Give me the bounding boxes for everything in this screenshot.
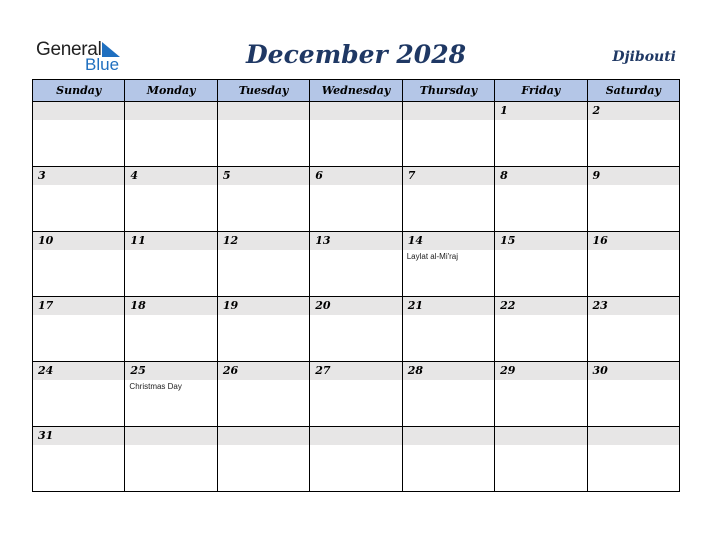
day-number-bar (588, 427, 679, 445)
day-number-bar (33, 297, 124, 315)
day-cell (587, 232, 679, 297)
day-cell (587, 362, 679, 427)
day-number: 20 (315, 299, 331, 312)
day-cell (310, 167, 402, 232)
holiday-label (588, 185, 679, 187)
day-cell (310, 102, 402, 167)
day-cell (33, 297, 125, 362)
day-number-bar (125, 297, 216, 315)
day-cell (33, 167, 125, 232)
holiday-label (310, 315, 401, 317)
week-row (33, 427, 680, 492)
weekday-saturday: Saturday (587, 80, 679, 102)
day-number-bar (310, 362, 401, 380)
day-cell (495, 427, 587, 492)
holiday-label (310, 120, 401, 122)
holiday-label (403, 315, 494, 317)
day-number: 17 (38, 299, 54, 312)
day-number-bar (403, 232, 494, 250)
holiday-label (588, 445, 679, 447)
holiday-label (218, 250, 309, 252)
day-cell (495, 167, 587, 232)
holiday-label (310, 380, 401, 382)
holiday-label (218, 315, 309, 317)
day-cell (402, 362, 494, 427)
week-row (33, 232, 680, 297)
holiday-label (403, 185, 494, 187)
day-number-bar (588, 232, 679, 250)
weekday-header-row (33, 80, 680, 102)
holiday-label (310, 185, 401, 187)
holiday-label (495, 315, 586, 317)
day-cell (587, 427, 679, 492)
holiday-label (403, 445, 494, 447)
day-number-bar (310, 427, 401, 445)
weekday-tuesday: Tuesday (217, 80, 309, 102)
calendar-title: December 2028 (245, 40, 466, 69)
day-number: 22 (500, 299, 516, 312)
day-number: 11 (130, 234, 146, 247)
day-cell (33, 102, 125, 167)
day-number-bar (218, 427, 309, 445)
day-number-bar (218, 232, 309, 250)
day-number: 16 (592, 234, 608, 247)
day-number-bar (310, 232, 401, 250)
day-number: 12 (222, 234, 239, 247)
day-number: 2 (592, 104, 601, 117)
holiday-label (218, 120, 309, 122)
holiday-label (310, 250, 401, 252)
day-number: 15 (500, 234, 516, 247)
day-number: 6 (315, 169, 323, 182)
holiday-label (495, 185, 586, 187)
holiday-label (495, 120, 586, 122)
day-number-bar (33, 167, 124, 185)
day-cell (217, 167, 309, 232)
day-number-bar (310, 102, 401, 120)
day-number: 21 (407, 299, 423, 312)
day-number-bar (33, 427, 124, 445)
logo-text-blue: Blue (85, 55, 120, 74)
day-number-bar (403, 297, 494, 315)
logo-text-general: General (36, 39, 102, 60)
day-number: 18 (130, 299, 146, 312)
holiday-label (125, 120, 216, 122)
day-number: 1 (500, 104, 508, 117)
day-number-bar (218, 362, 309, 380)
day-number-bar (218, 297, 309, 315)
day-cell (125, 232, 217, 297)
day-number-bar (403, 102, 494, 120)
day-number: 23 (592, 299, 608, 312)
holiday-label: Christmas Day (129, 382, 182, 391)
day-number: 28 (407, 364, 423, 377)
day-number: 8 (500, 169, 508, 182)
day-number: 19 (222, 299, 239, 312)
holiday-label (33, 380, 124, 382)
day-cell (495, 102, 587, 167)
day-number-bar (125, 102, 216, 120)
day-number: 31 (38, 429, 54, 442)
holiday-label (495, 380, 586, 382)
day-number-bar (403, 427, 494, 445)
day-number: 4 (130, 169, 139, 182)
week-row (33, 102, 680, 167)
holiday-label (33, 120, 124, 122)
holiday-label (495, 445, 586, 447)
day-number-bar (495, 427, 586, 445)
day-number-bar (310, 297, 401, 315)
holiday-label (588, 120, 679, 122)
day-cell (587, 297, 679, 362)
day-number: 10 (38, 234, 54, 247)
day-number: 30 (592, 364, 608, 377)
weekday-thursday: Thursday (402, 80, 494, 102)
day-number-bar (495, 362, 586, 380)
day-cell (402, 102, 494, 167)
day-number: 26 (222, 364, 239, 377)
day-number-bar (403, 167, 494, 185)
holiday-label (310, 445, 401, 447)
day-number: 7 (407, 169, 416, 182)
holiday-label (33, 250, 124, 252)
day-number-bar (218, 102, 309, 120)
day-cell (310, 362, 402, 427)
holiday-label (495, 250, 586, 252)
week-row (33, 297, 680, 362)
holiday-label: Laylat al-Mi'raj (406, 252, 459, 261)
day-cell (495, 362, 587, 427)
day-number: 29 (500, 364, 516, 377)
day-cell (125, 297, 217, 362)
holiday-label (403, 120, 494, 122)
day-cell (125, 102, 217, 167)
day-number-bar (495, 167, 586, 185)
day-number-bar (125, 427, 216, 445)
holiday-label (125, 315, 216, 317)
day-number-bar (588, 102, 679, 120)
day-number: 3 (38, 169, 46, 182)
day-cell (125, 362, 217, 427)
day-cell (402, 167, 494, 232)
day-number: 25 (130, 364, 146, 377)
holiday-label (588, 315, 679, 317)
day-cell (402, 297, 494, 362)
holiday-label (125, 445, 216, 447)
weekday-sunday: Sunday (33, 80, 125, 102)
day-cell (495, 297, 587, 362)
day-cell (33, 362, 125, 427)
day-number-bar (495, 297, 586, 315)
day-cell (217, 232, 309, 297)
day-number: 27 (315, 364, 331, 377)
day-number-bar (33, 102, 124, 120)
day-cell (495, 232, 587, 297)
day-number-bar (33, 232, 124, 250)
day-cell (217, 362, 309, 427)
day-number: 5 (222, 169, 231, 182)
calendar-body (33, 102, 680, 492)
day-number-bar (310, 167, 401, 185)
country-label: Djibouti (612, 49, 676, 65)
day-number-bar (495, 232, 586, 250)
weekday-monday: Monday (125, 80, 217, 102)
day-cell (217, 297, 309, 362)
day-number: 24 (38, 364, 54, 377)
week-row (33, 362, 680, 427)
holiday-label (218, 185, 309, 187)
day-number-bar (218, 167, 309, 185)
holiday-label (33, 185, 124, 187)
week-row (33, 167, 680, 232)
day-cell (125, 167, 217, 232)
day-cell (217, 102, 309, 167)
day-number-bar (588, 362, 679, 380)
day-number-bar (125, 362, 216, 380)
day-number: 9 (592, 169, 601, 182)
day-cell (310, 232, 402, 297)
day-cell (217, 427, 309, 492)
weekday-friday: Friday (495, 80, 587, 102)
day-number-bar (588, 297, 679, 315)
day-number-bar (33, 362, 124, 380)
day-number-bar (403, 362, 494, 380)
holiday-label (33, 315, 124, 317)
holiday-label (125, 250, 216, 252)
day-number-bar (125, 167, 216, 185)
day-number: 13 (315, 234, 331, 247)
holiday-label (588, 380, 679, 382)
day-number-bar (125, 232, 216, 250)
weekday-wednesday: Wednesday (310, 80, 402, 102)
day-cell (587, 102, 679, 167)
calendar-grid (32, 79, 680, 492)
holiday-label (218, 380, 309, 382)
holiday-label (218, 445, 309, 447)
day-cell (33, 427, 125, 492)
day-cell (402, 427, 494, 492)
day-cell (310, 427, 402, 492)
day-cell (33, 232, 125, 297)
day-number-bar (495, 102, 586, 120)
day-number: 14 (407, 234, 423, 247)
day-cell (402, 232, 494, 297)
day-cell (125, 427, 217, 492)
holiday-label (588, 250, 679, 252)
holiday-label (403, 380, 494, 382)
holiday-label (125, 185, 216, 187)
day-cell (310, 297, 402, 362)
day-cell (587, 167, 679, 232)
day-number-bar (588, 167, 679, 185)
holiday-label (33, 445, 124, 447)
